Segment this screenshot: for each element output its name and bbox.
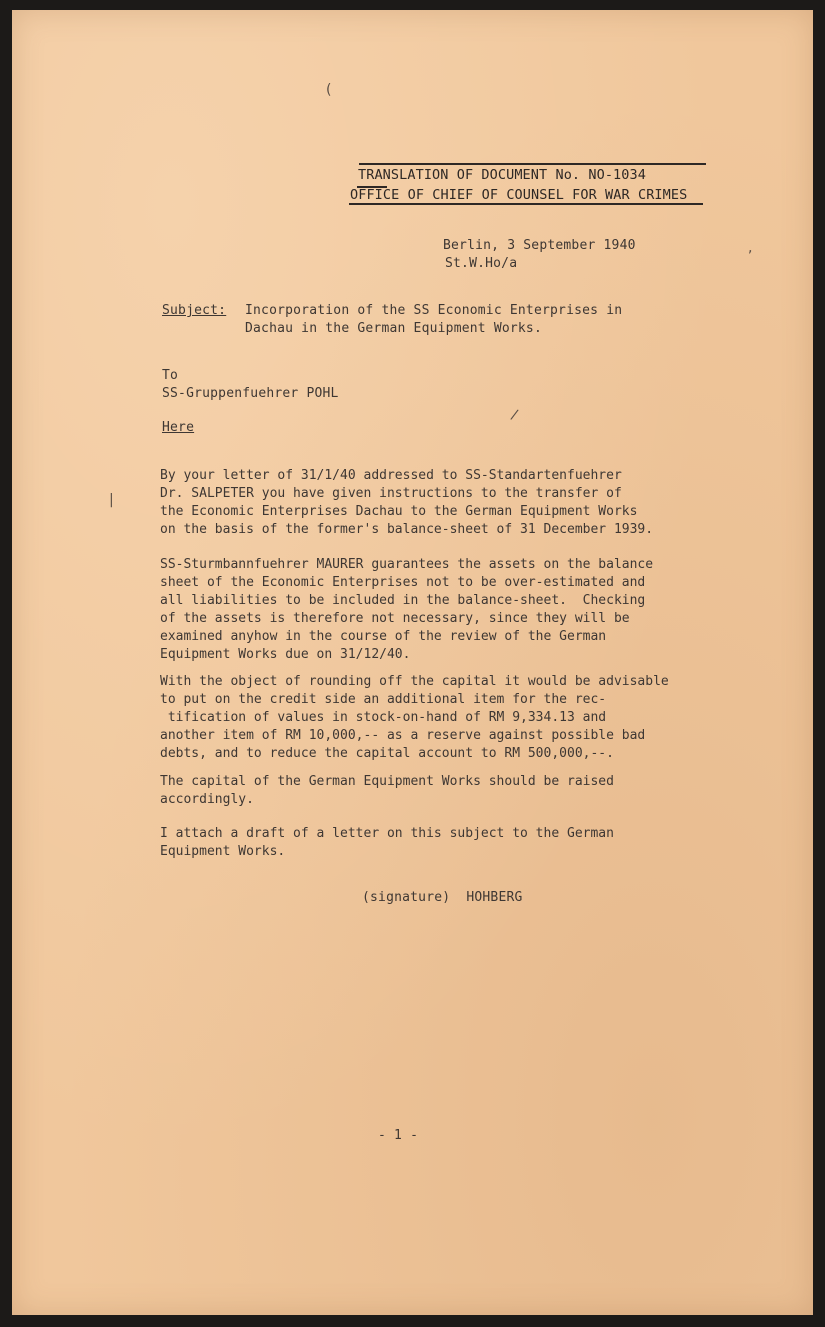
stray-pen-mark: ( — [326, 82, 332, 98]
addressee-to: To — [162, 368, 179, 383]
body-paragraph-4 — [160, 773, 720, 809]
subject-label: Subject: — [162, 303, 227, 318]
body-line: to put on the credit side an additional item for the rec- — [160, 692, 607, 707]
body-line: examined anyhow in the course of the review of the German — [160, 629, 607, 644]
addressee-name: SS-Gruppenfuehrer POHL — [162, 386, 339, 401]
stray-pen-mark: / — [509, 406, 520, 424]
document-page — [12, 10, 813, 1315]
body-line: on the basis of the former's balance-sheet of 31 December 1939. — [160, 522, 654, 537]
body-paragraph-5 — [160, 825, 720, 861]
body-line: I attach a draft of a letter on this subject to the German — [160, 826, 614, 841]
body-paragraph-1 — [160, 467, 720, 539]
body-line: Equipment Works due on 31/12/40. — [160, 647, 411, 662]
body-line: sheet of the Economic Enterprises not to be over-estimated and — [160, 575, 646, 590]
body-paragraph-3 — [160, 673, 720, 763]
place-and-date: Berlin, 3 September 1940 — [443, 238, 636, 253]
body-line: Equipment Works. — [160, 844, 286, 859]
header-rule-bottom — [349, 203, 703, 205]
body-line: of the assets is therefore not necessary, since they will be — [160, 611, 630, 626]
addressee-location: Here — [162, 420, 195, 435]
body-line: By your letter of 31/1/40 addressed to SS-Standartenfuehrer — [160, 468, 622, 483]
body-line: tification of values in stock-on-hand of RM 9,334.13 and — [160, 710, 607, 725]
body-line: accordingly. — [160, 792, 254, 807]
body-line: debts, and to reduce the capital account to RM 500,000,--. — [160, 746, 614, 761]
subject-line-2: Dachau in the German Equipment Works. — [245, 321, 542, 336]
body-line: SS-Sturmbannfuehrer MAURER guarantees the assets on the balance — [160, 557, 654, 572]
subject-line-1: Incorporation of the SS Economic Enterprises in — [245, 303, 623, 318]
stray-pen-mark: , — [748, 240, 753, 256]
page-number: - 1 - — [378, 1128, 419, 1143]
reference-code: St.W.Ho/a — [445, 256, 518, 271]
header-rule-top — [359, 163, 706, 165]
body-paragraph-2 — [160, 556, 720, 664]
body-line: Dr. SALPETER you have given instructions to the transfer of — [160, 486, 622, 501]
body-line: all liabilities to be included in the balance-sheet. Checking — [160, 593, 646, 608]
header-line-2: OFFICE OF CHIEF OF COUNSEL FOR WAR CRIMES — [350, 187, 688, 203]
stray-pen-mark: | — [109, 492, 114, 508]
body-line: With the object of rounding off the capital it would be advisable — [160, 674, 669, 689]
signature-line: (signature) HOHBERG — [362, 890, 523, 905]
body-line: The capital of the German Equipment Works should be raised — [160, 774, 614, 789]
header-line-1: TRANSLATION OF DOCUMENT No. NO-1034 — [358, 167, 646, 183]
body-line: another item of RM 10,000,-- as a reserve against possible bad — [160, 728, 646, 743]
body-line: the Economic Enterprises Dachau to the German Equipment Works — [160, 504, 638, 519]
